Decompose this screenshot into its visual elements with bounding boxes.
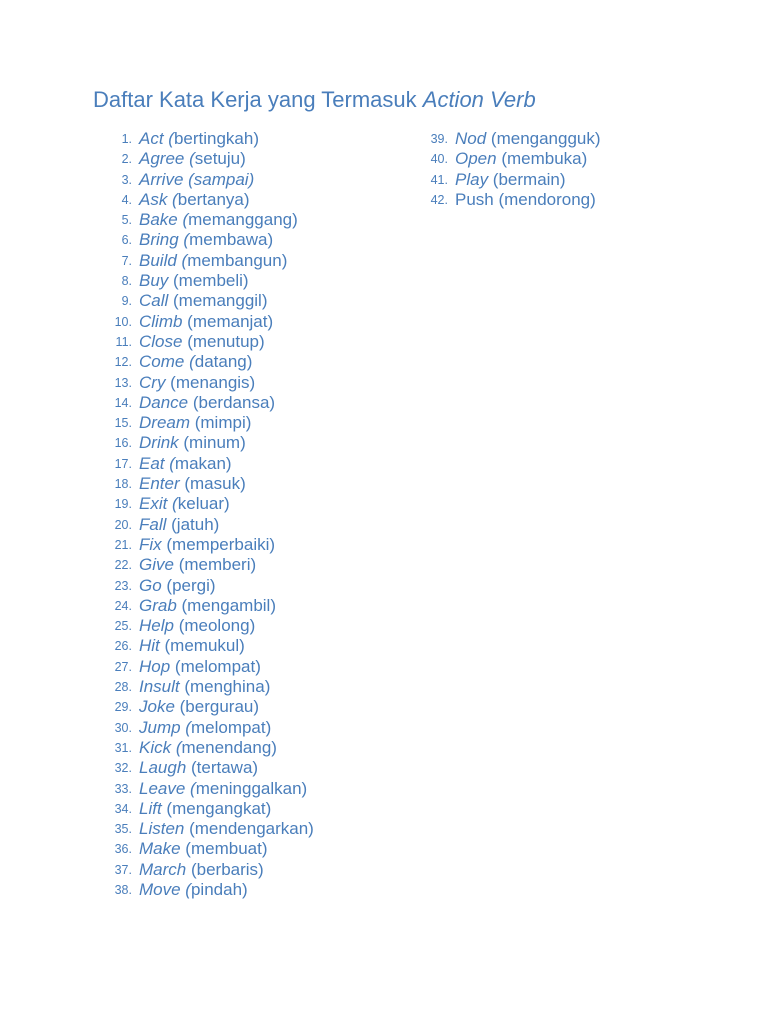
verb-term: Close [139, 331, 183, 351]
verb-meaning: membangun) [187, 250, 288, 270]
list-item [100, 413, 314, 433]
verb-term: Bake ( [139, 210, 189, 230]
verb-meaning: (memberi) [173, 555, 257, 575]
list-number: 28. [114, 680, 132, 695]
verb-term: Dream [139, 413, 191, 433]
verb-term: Make [139, 839, 181, 859]
verb-meaning: (memanjat) [182, 311, 274, 331]
list-item [100, 616, 314, 636]
verb-term: Drink [139, 433, 179, 453]
verb-term: Laugh [139, 758, 187, 778]
list-item [100, 433, 314, 453]
list-item [100, 819, 314, 839]
verb-term: Ask ( [139, 189, 178, 209]
verb-term: Come ( [139, 352, 195, 372]
list-item [100, 596, 314, 616]
verb-term: Joke [139, 697, 175, 717]
verb-term: Dance [139, 392, 189, 412]
list-item [100, 677, 314, 697]
list-number: 29. [114, 700, 132, 715]
verb-meaning: (berdansa) [188, 392, 276, 412]
verb-meaning: (mimpi) [190, 413, 252, 433]
list-number: 38. [114, 882, 132, 897]
list-number: 39. [430, 132, 448, 146]
verb-meaning: (pergi) [161, 575, 216, 595]
list-item [416, 149, 601, 169]
list-item [100, 636, 314, 656]
verb-term: Kick ( [139, 737, 182, 757]
verb-term: Listen [139, 819, 185, 839]
document-title [93, 86, 536, 114]
list-number: 41. [430, 172, 448, 187]
list-number: 42. [430, 192, 448, 207]
list-number: 3. [121, 172, 132, 187]
verb-meaning: keluar) [177, 494, 230, 514]
list-item [100, 170, 314, 190]
verb-term: Nod [455, 129, 487, 148]
list-number: 33. [114, 781, 132, 796]
list-number: 7. [121, 253, 132, 268]
list-number: 30. [114, 720, 132, 735]
list-item [100, 576, 314, 596]
list-number: 12. [114, 355, 132, 370]
verb-term: Jump ( [139, 717, 191, 737]
verb-term: Hit [139, 636, 160, 656]
list-number: 37. [114, 862, 132, 877]
verb-meaning: memanggang) [188, 210, 298, 230]
verb-list-column-2 [416, 129, 601, 210]
list-item [416, 170, 601, 190]
title-main: Daftar Kata Kerja yang Termasuk [93, 87, 423, 112]
list-number: 8. [121, 274, 132, 289]
verb-meaning: melompat) [190, 717, 272, 737]
list-item [100, 738, 314, 758]
list-number: 15. [114, 416, 132, 431]
verb-term: Arrive (sampai) [139, 169, 255, 189]
list-number: 10. [114, 314, 132, 329]
list-number: 22. [114, 558, 132, 573]
list-number: 24. [114, 598, 132, 613]
verb-meaning: bertingkah) [173, 129, 260, 148]
list-item [100, 352, 314, 372]
list-item [100, 373, 314, 393]
list-item [100, 149, 314, 169]
list-item [100, 129, 314, 149]
verb-meaning: (menghina) [179, 677, 271, 697]
list-item [100, 190, 314, 210]
verb-term: Cry [139, 372, 166, 392]
verb-term: Fall [139, 514, 167, 534]
verb-term: Climb [139, 311, 183, 331]
verb-meaning: (memperbaiki) [161, 534, 276, 554]
list-number: 18. [114, 477, 132, 492]
verb-meaning: (mendengarkan) [184, 819, 314, 839]
list-item [100, 291, 314, 311]
list-number: 27. [114, 659, 132, 674]
verb-meaning: (mengangguk) [486, 129, 601, 148]
verb-meaning: (minum) [178, 433, 246, 453]
verb-term: Enter [139, 474, 180, 494]
list-number: 31. [114, 740, 132, 755]
list-item [100, 535, 314, 555]
list-item [100, 474, 314, 494]
verb-meaning: (berbaris) [186, 859, 264, 879]
list-item [100, 860, 314, 880]
list-item [100, 555, 314, 575]
list-number: 36. [114, 842, 132, 857]
list-number: 40. [430, 152, 448, 167]
list-number: 11. [115, 334, 132, 349]
verb-meaning: (mengambil) [176, 595, 276, 615]
verb-term: Call [139, 291, 169, 311]
verb-meaning: (masuk) [179, 474, 246, 494]
verb-meaning: (menangis) [165, 372, 256, 392]
verb-meaning: (membuka) [496, 149, 588, 169]
verb-meaning: pindah) [190, 879, 248, 899]
list-number: 21. [114, 537, 132, 552]
verb-list-column-1 [100, 129, 314, 900]
list-number: 20. [114, 517, 132, 532]
list-item [100, 454, 314, 474]
verb-term: Act ( [139, 129, 174, 148]
verb-term: Fix [139, 534, 162, 554]
list-item [100, 718, 314, 738]
list-item [100, 880, 314, 900]
verb-term: Grab [139, 595, 177, 615]
list-number: 19. [114, 497, 132, 512]
verb-meaning: (memanggil) [168, 291, 268, 311]
list-number: 1. [121, 132, 132, 146]
verb-term: Go [139, 575, 162, 595]
list-number: 35. [114, 822, 132, 837]
verb-term: March [139, 859, 187, 879]
list-item [100, 210, 314, 230]
verb-meaning: (tertawa) [186, 758, 259, 778]
verb-term: Hop [139, 656, 171, 676]
verb-meaning: (melompat) [170, 656, 261, 676]
list-item [100, 839, 314, 859]
list-item [100, 799, 314, 819]
list-number: 9. [121, 294, 132, 309]
verb-term: Help [139, 616, 174, 636]
verb-meaning: menendang) [181, 737, 277, 757]
verb-meaning: meninggalkan) [195, 778, 308, 798]
list-item [100, 271, 314, 291]
verb-meaning: (bergurau) [174, 697, 260, 717]
list-item [100, 332, 314, 352]
list-number: 32. [114, 761, 132, 776]
list-item [100, 251, 314, 271]
verb-meaning: (membuat) [180, 839, 268, 859]
verb-term: Agree ( [139, 149, 195, 169]
verb-term: Build ( [139, 250, 188, 270]
list-number: 13. [114, 375, 132, 390]
verb-meaning: (membeli) [168, 271, 249, 291]
verb-meaning: bertanya) [177, 189, 250, 209]
list-item [100, 697, 314, 717]
title-italic: Action Verb [422, 87, 536, 112]
list-item [100, 657, 314, 677]
list-number: 5. [121, 213, 132, 228]
verb-meaning: (bermain) [488, 169, 566, 189]
verb-meaning: (menutup) [182, 331, 265, 351]
list-number: 4. [121, 192, 132, 207]
verb-term: Give [139, 555, 174, 575]
verb-term: Insult [139, 677, 180, 697]
verb-meaning: setuju) [194, 149, 246, 169]
list-item [100, 393, 314, 413]
list-number: 34. [114, 801, 132, 816]
list-item [100, 758, 314, 778]
verb-term: Eat ( [139, 453, 175, 473]
list-number: 17. [114, 456, 132, 471]
list-number: 6. [121, 233, 132, 248]
verb-meaning: (meolong) [173, 616, 256, 636]
verb-meaning: Push (mendorong) [455, 189, 596, 209]
list-item [100, 515, 314, 535]
list-item [416, 129, 601, 149]
verb-term: Leave ( [139, 778, 196, 798]
verb-term: Buy [139, 271, 169, 291]
list-number: 26. [114, 639, 132, 654]
list-number: 25. [114, 619, 132, 634]
verb-meaning: membawa) [189, 230, 274, 250]
verb-meaning: makan) [174, 453, 232, 473]
verb-meaning: datang) [194, 352, 253, 372]
list-number: 16. [114, 436, 132, 451]
list-item [100, 494, 314, 514]
verb-term: Lift [139, 798, 162, 818]
list-item [416, 190, 601, 210]
verb-term: Play [455, 169, 489, 189]
verb-term: Bring ( [139, 230, 190, 250]
verb-term: Move ( [139, 879, 191, 899]
verb-term: Exit ( [139, 494, 178, 514]
list-item [100, 230, 314, 250]
list-number: 14. [114, 395, 132, 410]
list-number: 23. [114, 578, 132, 593]
verb-meaning: (jatuh) [166, 514, 220, 534]
verb-meaning: (mengangkat) [161, 798, 272, 818]
list-item [100, 312, 314, 332]
list-item [100, 779, 314, 799]
verb-term: Open [455, 149, 497, 169]
verb-meaning: (memukul) [159, 636, 245, 656]
list-number: 2. [121, 152, 132, 167]
